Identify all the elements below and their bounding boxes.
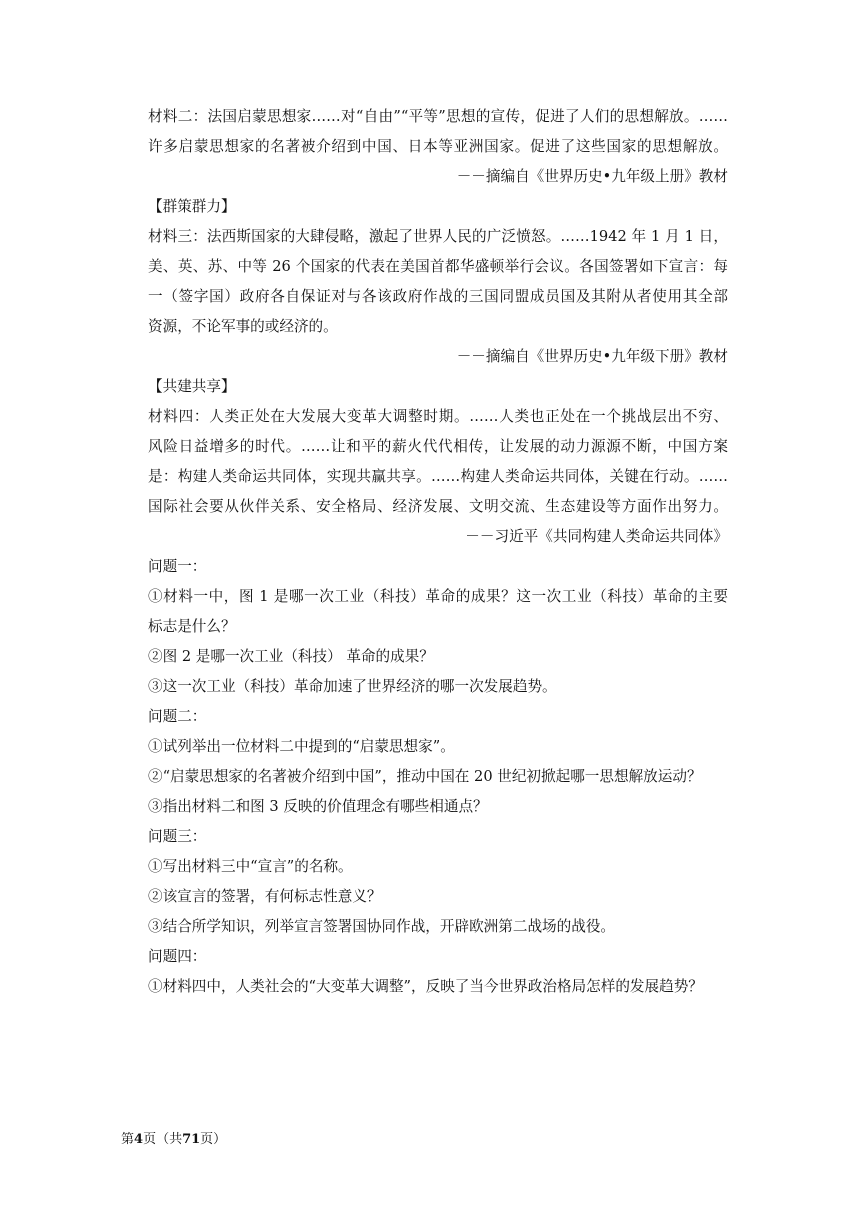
material-3-source: －－摘编自《世界历史•九年级下册》教材 <box>456 348 728 365</box>
question-1-heading: 问题一： <box>148 558 207 575</box>
material-2-line-1: 材料二：法国启蒙思想家……对“自由”“平等”思想的宣传，促进了人们的思想解放。…… <box>148 108 728 125</box>
question-2-item-2: ②“启蒙思想家的名著被介绍到中国”，推动中国在 20 世纪初掀起哪一思想解放运动？ <box>148 768 702 785</box>
page-footer <box>121 1128 226 1147</box>
footer-total-pages: 71 <box>182 1132 201 1147</box>
material-3-line-4: 资源，不论军事的或经济的。 <box>148 318 338 335</box>
material-4-line-4: 国际社会要从伙伴关系、安全格局、经济发展、文明交流、生态建设等方面作出努力。 <box>148 498 728 515</box>
question-1-item-3: ③这一次工业（科技）革命加速了世界经济的哪一次发展趋势。 <box>148 678 557 695</box>
question-1-item-1-cont: 标志是什么？ <box>148 618 236 635</box>
material-2-line-2: 许多启蒙思想家的名著被介绍到中国、日本等亚洲国家。促进了这些国家的思想解放。 <box>148 138 728 155</box>
footer-prefix: 第 <box>121 1132 135 1147</box>
question-2-heading: 问题二： <box>148 708 207 725</box>
material-4-line-3: 是：构建人类命运共同体，实现共赢共享。……构建人类命运共同体，关键在行动。…… <box>148 468 728 485</box>
footer-middle: 页（共 <box>143 1132 183 1147</box>
material-4-source: －－习近平《共同构建人类命运共同体》 <box>465 528 728 545</box>
material-3-line-2: 美、英、苏、中等 26 个国家的代表在美国首都华盛顿举行会议。各国签署如下宣言：每 <box>148 258 728 275</box>
question-1-item-2: ②图 2 是哪一次工业（科技） 革命的成果？ <box>148 648 434 665</box>
question-4-item-1: ①材料四中，人类社会的“大变革大调整”，反映了当今世界政治格局怎样的发展趋势？ <box>148 978 703 995</box>
question-1-item-1: ①材料一中，图 1 是哪一次工业（科技）革命的成果？这一次工业（科技）革命的主要 <box>148 588 728 605</box>
material-3-line-1: 材料三：法西斯国家的大肆侵略，激起了世界人民的广泛愤怒。……1942 年 1 月 1 日， <box>148 228 728 245</box>
material-4-line-1: 材料四：人类正处在大发展大变革大调整时期。……人类也正处在一个挑战层出不穷、 <box>148 408 728 425</box>
question-2-item-3: ③指出材料二和图 3 反映的价值理念有哪些相通点？ <box>148 798 488 815</box>
question-3-item-3: ③结合所学知识，列举宣言签署国协同作战，开辟欧洲第二战场的战役。 <box>148 918 616 935</box>
question-3-heading: 问题三： <box>148 828 207 845</box>
question-4-heading: 问题四： <box>148 948 207 965</box>
material-4-line-2: 风险日益增多的时代。……让和平的薪火代代相传，让发展的动力源源不断，中国方案 <box>148 438 728 455</box>
question-3-item-1: ①写出材料三中“宣言”的名称。 <box>148 858 353 875</box>
material-3-line-3: 一（签字国）政府各自保证对与各该政府作战的三国同盟成员国及其附从者使用其全部 <box>148 288 728 305</box>
section-heading-gongjian: 【共建共享】 <box>148 378 236 395</box>
material-2-source: －－摘编自《世界历史•九年级上册》教材 <box>456 168 728 185</box>
question-2-item-1: ①试列举出一位材料二中提到的“启蒙思想家”。 <box>148 738 455 755</box>
question-3-item-2: ②该宣言的签署，有何标志性意义？ <box>148 888 382 905</box>
footer-suffix: 页） <box>200 1132 227 1147</box>
footer-page-number: 4 <box>134 1132 144 1147</box>
section-heading-qunce: 【群策群力】 <box>148 198 236 215</box>
page-content <box>148 102 728 1002</box>
